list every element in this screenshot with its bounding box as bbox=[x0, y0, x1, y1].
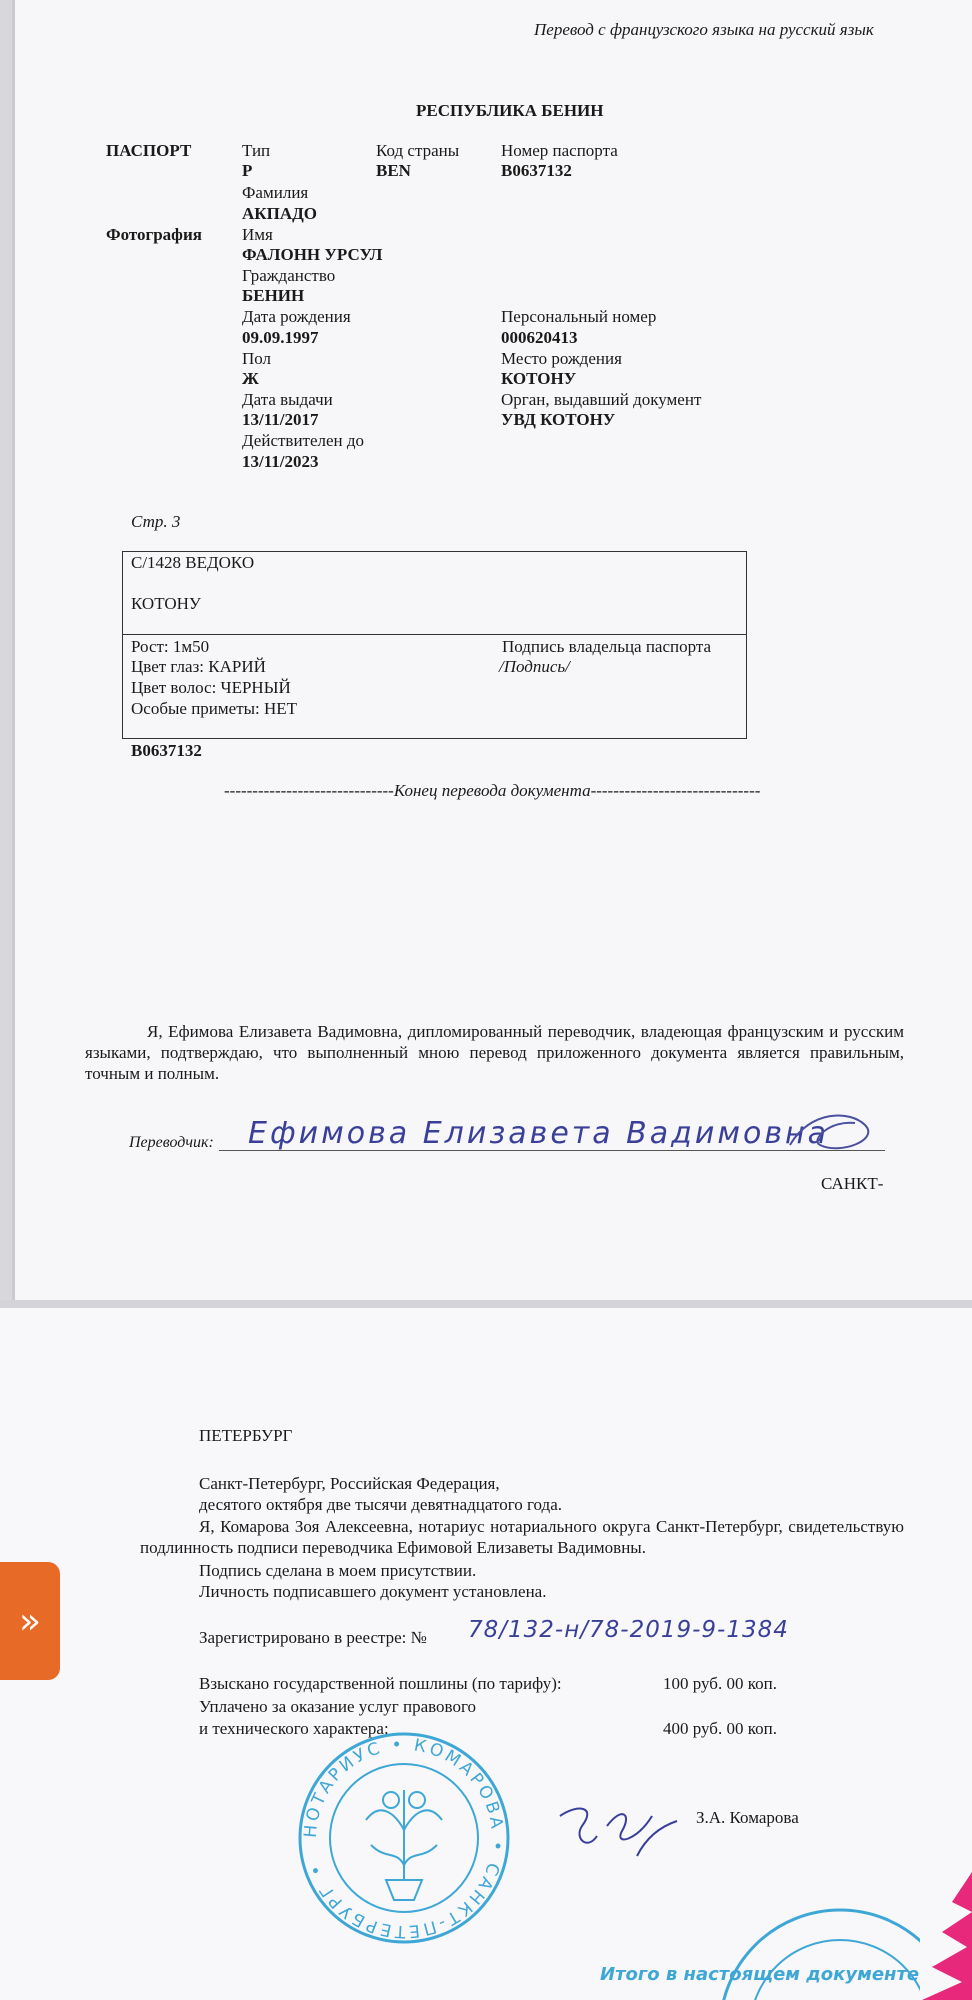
type-label: Тип bbox=[242, 141, 271, 160]
name-value: ФАЛОНН УРСУЛ bbox=[242, 245, 383, 264]
registry-number: 78/132-н/78-2019-9-1384 bbox=[468, 1617, 789, 1643]
birthplace-value: КОТОНУ bbox=[501, 369, 577, 388]
notary-seal bbox=[296, 1730, 512, 1946]
sex-value: Ж bbox=[242, 369, 259, 388]
registry-label: Зарегистрировано в реестре: № bbox=[199, 1628, 427, 1647]
birthplace-label: Место рождения bbox=[501, 349, 622, 368]
page-reference: Стр. 3 bbox=[131, 512, 181, 531]
passport-label: ПАСПОРТ bbox=[106, 141, 192, 160]
bottom-stamp-text: Итого в настоящем документе bbox=[600, 1964, 920, 1985]
seal-text: НОТАРИУС • КОМАРОВА • САНКТ-ПЕТЕРБУРГ • bbox=[300, 1734, 508, 1942]
issue-date-label: Дата выдачи bbox=[242, 390, 333, 409]
authority-value: УВД КОТОНУ bbox=[501, 410, 616, 429]
country-code-value: BEN bbox=[376, 161, 411, 180]
personal-number-value: 000620413 bbox=[501, 328, 578, 347]
height-field: Рост: 1м50 bbox=[131, 637, 210, 656]
notary-line-1: Санкт-Петербург, Российская Федерация, bbox=[199, 1474, 500, 1493]
header-note: Перевод с французского языка на русский язык bbox=[534, 20, 874, 39]
services-label-2: и технического характера: bbox=[199, 1719, 389, 1738]
issue-date-value: 13/11/2017 bbox=[242, 410, 319, 429]
notary-line-2: десятого октября две тысячи девятнадцатого года. bbox=[199, 1495, 563, 1514]
state-fee-label: Взыскано государственной пошлины (по тарифу): bbox=[199, 1674, 562, 1693]
end-of-translation-text: ------------------------------Конец перевода документа------------------------------ bbox=[224, 781, 761, 800]
notary-signature-mark bbox=[552, 1796, 682, 1866]
passport-number-label: Номер паспорта bbox=[501, 141, 618, 160]
citizenship-label: Гражданство bbox=[242, 266, 336, 285]
passport-number-value: B0637132 bbox=[501, 161, 572, 180]
country-code-label: Код страны bbox=[376, 141, 460, 160]
box-passport-number: B0637132 bbox=[131, 741, 202, 760]
type-value: P bbox=[242, 161, 253, 180]
services-label-1: Уплачено за оказание услуг правового bbox=[199, 1697, 477, 1716]
end-of-translation bbox=[224, 781, 760, 801]
notary-line-4: Подпись сделана в моем присутствии. bbox=[199, 1561, 477, 1580]
birthdate-label: Дата рождения bbox=[242, 307, 351, 326]
valid-until-label: Действителен до bbox=[242, 431, 365, 450]
translator-label: Переводчик: bbox=[129, 1134, 214, 1151]
name-label: Имя bbox=[242, 225, 273, 244]
translator-signature: Ефимова Елизавета Вадимовна bbox=[248, 1116, 830, 1151]
personal-number-label: Персональный номер bbox=[501, 307, 657, 326]
citizenship-value: БЕНИН bbox=[242, 286, 305, 305]
city-part-1: САНКТ- bbox=[821, 1174, 884, 1193]
services-fee-value: 400 руб. 00 коп. bbox=[663, 1719, 777, 1738]
special-marks-field: Особые приметы: НЕТ bbox=[131, 699, 298, 718]
eye-color-field: Цвет глаз: КАРИЙ bbox=[131, 657, 266, 676]
address-line-1: C/1428 ВЕДОКО bbox=[131, 553, 255, 572]
state-fee-value: 100 руб. 00 коп. bbox=[663, 1674, 777, 1693]
holder-signature-placeholder: /Подпись/ bbox=[499, 657, 570, 676]
holder-signature-label: Подпись владельца паспорта bbox=[502, 637, 712, 656]
expand-panel-button[interactable] bbox=[0, 1562, 60, 1680]
box-divider bbox=[122, 634, 747, 635]
page-gap bbox=[0, 1300, 972, 1308]
authority-label: Орган, выдавший документ bbox=[501, 390, 702, 409]
address-line-2: КОТОНУ bbox=[131, 594, 201, 613]
document-title: РЕСПУБЛИКА БЕНИН bbox=[416, 101, 604, 120]
notary-line-5: Личность подписавшего документ установлена. bbox=[199, 1582, 547, 1601]
surname-value: АКПАДО bbox=[242, 204, 318, 223]
translator-statement: Я, Ефимова Елизавета Вадимовна, дипломированный переводчик, владеющая французским и русским языками, подтверждаю, что выполненный мною перевод приложенного документа является правильным, точным и полным. bbox=[85, 1022, 904, 1083]
surname-label: Фамилия bbox=[242, 183, 309, 202]
hair-color-field: Цвет волос: ЧЕРНЫЙ bbox=[131, 678, 291, 697]
double-chevron-right-icon: » bbox=[18, 1600, 42, 1642]
page-edge bbox=[0, 0, 12, 1300]
notary-line-3: Я, Комарова Зоя Алексеевна, нотариус нотариального округа Санкт-Петербург, свидетельствую подлинность подписи переводчика Ефимовой Елизаветы Вадимовны. bbox=[140, 1517, 904, 1557]
photo-label: Фотография bbox=[106, 225, 202, 244]
page-edge-shadow bbox=[12, 0, 15, 1300]
notary-name: З.А. Комарова bbox=[696, 1808, 799, 1827]
valid-until-value: 13/11/2023 bbox=[242, 452, 319, 471]
birthdate-value: 09.09.1997 bbox=[242, 328, 319, 347]
city-part-2: ПЕТЕРБУРГ bbox=[199, 1426, 293, 1445]
signature-flourish bbox=[780, 1105, 890, 1165]
sex-label: Пол bbox=[242, 349, 272, 368]
